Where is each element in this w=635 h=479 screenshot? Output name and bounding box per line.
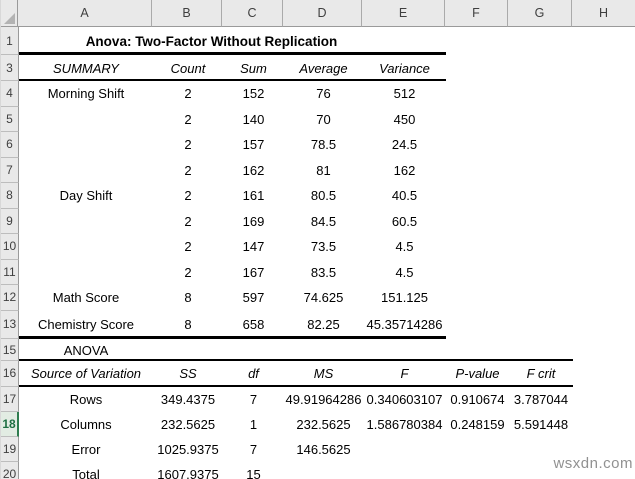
cell[interactable]: MS	[313, 366, 334, 382]
cell[interactable]: ANOVA	[63, 342, 109, 358]
cell[interactable]: 24.5	[391, 137, 418, 153]
cell[interactable]: Rows	[69, 391, 103, 407]
row-cells	[19, 234, 635, 260]
cell[interactable]	[573, 285, 635, 311]
cell[interactable]: 74.625	[303, 290, 344, 306]
cell[interactable]: Total	[72, 466, 100, 479]
sheet-row-9	[1, 209, 635, 235]
sheet-row-8	[1, 183, 635, 209]
cell[interactable]: 4.5	[395, 264, 414, 280]
column-header-h[interactable]: H	[572, 0, 635, 27]
cell[interactable]	[153, 339, 223, 361]
row-header-19[interactable]: 19	[1, 437, 19, 462]
cell[interactable]: 0.910674	[450, 391, 505, 407]
cell[interactable]: 2	[184, 264, 192, 280]
cell[interactable]: 1.586780384	[366, 416, 443, 432]
row-cells	[19, 209, 635, 235]
sheet-row-7	[1, 158, 635, 184]
cell[interactable]	[19, 107, 153, 133]
row-header-6[interactable]: 6	[1, 132, 19, 158]
cell[interactable]	[446, 209, 509, 235]
cell[interactable]: 40.5	[391, 188, 418, 204]
cell[interactable]	[573, 311, 635, 340]
cell[interactable]: Day Shift	[59, 188, 113, 204]
cell[interactable]: 161	[242, 188, 265, 204]
cell[interactable]: 232.5625	[296, 416, 351, 432]
cell[interactable]: 84.5	[310, 213, 337, 229]
column-header-e[interactable]: E	[362, 0, 445, 27]
cell[interactable]: P-value	[455, 366, 500, 382]
cell[interactable]	[573, 55, 635, 81]
cell[interactable]: 7	[249, 391, 258, 407]
cell[interactable]	[446, 437, 509, 462]
column-header-strip	[1, 0, 635, 27]
sheet-row-17	[1, 387, 635, 412]
row-cells	[19, 462, 635, 479]
sheet-row-10	[1, 234, 635, 260]
cell[interactable]	[446, 260, 509, 286]
cell[interactable]	[446, 311, 509, 340]
cell[interactable]: 2	[184, 137, 192, 153]
cell[interactable]	[573, 339, 635, 361]
column-header-g[interactable]: G	[508, 0, 572, 27]
cell[interactable]: 162	[393, 162, 416, 178]
sheet-row-1	[1, 27, 635, 55]
cell[interactable]	[573, 361, 635, 387]
cell[interactable]	[509, 234, 573, 260]
cell[interactable]: Chemistry Score	[37, 317, 135, 333]
cell[interactable]: 78.5	[310, 137, 337, 153]
cell[interactable]: 0.248159	[450, 416, 505, 432]
cell[interactable]	[573, 158, 635, 184]
cell[interactable]	[573, 183, 635, 209]
cell[interactable]: 140	[242, 111, 265, 127]
cell[interactable]: df	[248, 366, 259, 382]
row-header-18[interactable]: 18	[1, 412, 19, 437]
cell[interactable]	[509, 183, 573, 209]
row-cells	[19, 260, 635, 286]
sheet-row-16	[1, 361, 635, 387]
cell[interactable]: 1025.9375	[157, 441, 219, 457]
cell[interactable]: F crit	[526, 366, 556, 382]
cell[interactable]	[446, 107, 509, 133]
cell[interactable]: 82.25	[307, 317, 340, 333]
cell[interactable]	[19, 132, 153, 158]
cell[interactable]	[573, 81, 635, 107]
cell[interactable]	[573, 387, 635, 412]
sheet-grid	[1, 27, 635, 479]
sheet-row-13	[1, 311, 635, 340]
cell[interactable]: SS	[179, 366, 197, 382]
cell[interactable]	[363, 462, 446, 479]
sheet-row-3	[1, 55, 635, 81]
cell[interactable]	[509, 132, 573, 158]
select-all-button[interactable]	[1, 0, 18, 27]
sheet-row-11	[1, 260, 635, 286]
cell[interactable]: Morning Shift	[47, 86, 125, 102]
cell[interactable]: 4.5	[395, 239, 414, 255]
cell[interactable]: 157	[242, 137, 265, 153]
column-headers	[18, 0, 635, 27]
row-header-7[interactable]: 7	[1, 158, 19, 184]
cell[interactable]	[363, 437, 446, 462]
cell[interactable]	[509, 260, 573, 286]
cell[interactable]: 162	[242, 162, 265, 178]
row-cells	[19, 437, 635, 462]
cell[interactable]	[509, 311, 573, 340]
cell[interactable]: 81	[316, 162, 331, 178]
cell[interactable]: Variance	[379, 60, 430, 76]
column-header-a[interactable]: A	[18, 0, 152, 27]
row-header-15[interactable]: 15	[1, 339, 19, 361]
cell[interactable]: 151.125	[381, 290, 428, 306]
cell[interactable]: 49.91964286	[285, 391, 362, 407]
row-cells	[19, 285, 635, 311]
cell[interactable]: 147	[242, 239, 265, 255]
cell[interactable]: 152	[242, 86, 265, 102]
row-header-20[interactable]: 20	[1, 462, 19, 479]
column-header-c[interactable]: C	[222, 0, 283, 27]
cell[interactable]	[446, 55, 509, 81]
cell[interactable]: 70	[316, 111, 331, 127]
row-cells	[19, 81, 635, 107]
cell[interactable]: 2	[184, 188, 192, 204]
cell[interactable]: 76	[316, 86, 331, 102]
row-header-13[interactable]: 13	[1, 311, 19, 340]
cell[interactable]	[446, 462, 509, 479]
cell[interactable]	[446, 81, 509, 107]
sheet-row-6	[1, 132, 635, 158]
cell[interactable]	[19, 209, 153, 235]
cell[interactable]: 15	[246, 466, 261, 479]
row-header-11[interactable]: 11	[1, 260, 19, 286]
cell[interactable]: 167	[242, 264, 265, 280]
sheet-row-5	[1, 107, 635, 133]
cell[interactable]	[573, 209, 635, 235]
cell[interactable]: 5.591448	[513, 416, 569, 432]
cell[interactable]	[19, 234, 153, 260]
row-header-8[interactable]: 8	[1, 183, 19, 209]
cell[interactable]: Source of Variation	[30, 366, 142, 382]
cell[interactable]: 1607.9375	[157, 466, 219, 479]
row-cells	[19, 183, 635, 209]
cell[interactable]	[223, 339, 284, 361]
row-cells	[19, 55, 635, 81]
row-cells	[19, 107, 635, 133]
sheet-row-19	[1, 437, 635, 462]
sheet-row-12	[1, 285, 635, 311]
cell[interactable]: 7	[249, 441, 258, 457]
cell[interactable]: 597	[242, 290, 265, 306]
cell[interactable]	[446, 234, 509, 260]
column-header-d[interactable]: D	[283, 0, 362, 27]
row-cells	[19, 339, 635, 361]
cell[interactable]: 450	[393, 111, 416, 127]
cell[interactable]	[509, 27, 573, 55]
cell[interactable]: 146.5625	[296, 441, 351, 457]
cell[interactable]	[446, 132, 509, 158]
cell[interactable]	[446, 285, 509, 311]
cell[interactable]	[509, 107, 573, 133]
row-cells	[19, 361, 635, 387]
cell[interactable]: 2	[184, 239, 192, 255]
row-header-12[interactable]: 12	[1, 285, 19, 311]
cell[interactable]: 512	[393, 86, 416, 102]
cell[interactable]: 8	[184, 290, 192, 306]
cell[interactable]: 3.787044	[513, 391, 569, 407]
row-header-10[interactable]: 10	[1, 234, 19, 260]
watermark-text: wsxdn.com	[549, 455, 633, 472]
cell[interactable]: Sum	[240, 60, 267, 76]
cell[interactable]	[573, 260, 635, 286]
cell[interactable]	[509, 339, 573, 361]
cell[interactable]: 232.5625	[160, 416, 216, 432]
cell[interactable]: 2	[184, 162, 192, 178]
column-header-f[interactable]: F	[445, 0, 508, 27]
sheet-row-4	[1, 81, 635, 107]
sheet-row-20	[1, 462, 635, 479]
cell[interactable]	[573, 107, 635, 133]
cell[interactable]	[19, 158, 153, 184]
cell[interactable]	[363, 339, 446, 361]
cell[interactable]	[446, 183, 509, 209]
row-cells	[19, 311, 635, 340]
cell[interactable]: F	[400, 366, 409, 382]
cell[interactable]: 60.5	[391, 213, 418, 229]
cell[interactable]	[446, 158, 509, 184]
cell[interactable]: 349.4375	[160, 391, 216, 407]
row-cells	[19, 132, 635, 158]
column-header-b[interactable]: B	[152, 0, 222, 27]
cell[interactable]	[446, 27, 509, 55]
row-cells	[19, 412, 635, 437]
cell[interactable]	[19, 260, 153, 286]
cell[interactable]	[573, 412, 635, 437]
cell[interactable]: 73.5	[310, 239, 337, 255]
row-cells	[19, 158, 635, 184]
cell[interactable]	[509, 81, 573, 107]
select-all-triangle-icon	[4, 13, 15, 24]
cell[interactable]	[509, 285, 573, 311]
row-header-5[interactable]: 5	[1, 107, 19, 133]
cell[interactable]	[509, 209, 573, 235]
cell[interactable]: Columns	[60, 416, 112, 432]
cell[interactable]: Math Score	[52, 290, 120, 306]
row-header-4[interactable]: 4	[1, 81, 19, 107]
cell[interactable]: SUMMARY	[53, 60, 119, 76]
cell[interactable]: 2	[184, 213, 192, 229]
title-cell[interactable]: Anova: Two-Factor Without Replication	[85, 33, 338, 49]
cell[interactable]	[509, 158, 573, 184]
cell[interactable]: Average	[299, 60, 348, 76]
cell[interactable]	[284, 462, 363, 479]
cell[interactable]: Count	[170, 60, 206, 76]
cell[interactable]: 658	[242, 317, 265, 333]
cell[interactable]: 2	[184, 86, 192, 102]
cell[interactable]	[446, 339, 509, 361]
row-header-9[interactable]: 9	[1, 209, 19, 235]
cell[interactable]: 1	[249, 416, 258, 432]
row-header-16[interactable]: 16	[1, 361, 19, 387]
sheet-row-18	[1, 412, 635, 437]
cell[interactable]: 80.5	[310, 188, 337, 204]
cell[interactable]	[509, 55, 573, 81]
cell[interactable]: 45.35714286	[366, 317, 443, 333]
cell[interactable]	[573, 27, 635, 55]
row-header-17[interactable]: 17	[1, 387, 19, 412]
cell[interactable]: 83.5	[310, 264, 337, 280]
sheet-row-15	[1, 339, 635, 361]
row-cells	[19, 387, 635, 412]
row-header-1[interactable]: 1	[1, 27, 19, 55]
cell[interactable]: 2	[184, 111, 192, 127]
cell[interactable]: 0.340603107	[366, 391, 443, 407]
cell[interactable]: 8	[184, 317, 192, 333]
cell[interactable]: 169	[242, 213, 265, 229]
cell[interactable]	[573, 132, 635, 158]
row-cells	[19, 27, 635, 55]
row-header-3[interactable]: 3	[1, 55, 19, 81]
cell[interactable]: Error	[71, 441, 101, 457]
cell[interactable]	[573, 234, 635, 260]
cell[interactable]	[284, 339, 363, 361]
